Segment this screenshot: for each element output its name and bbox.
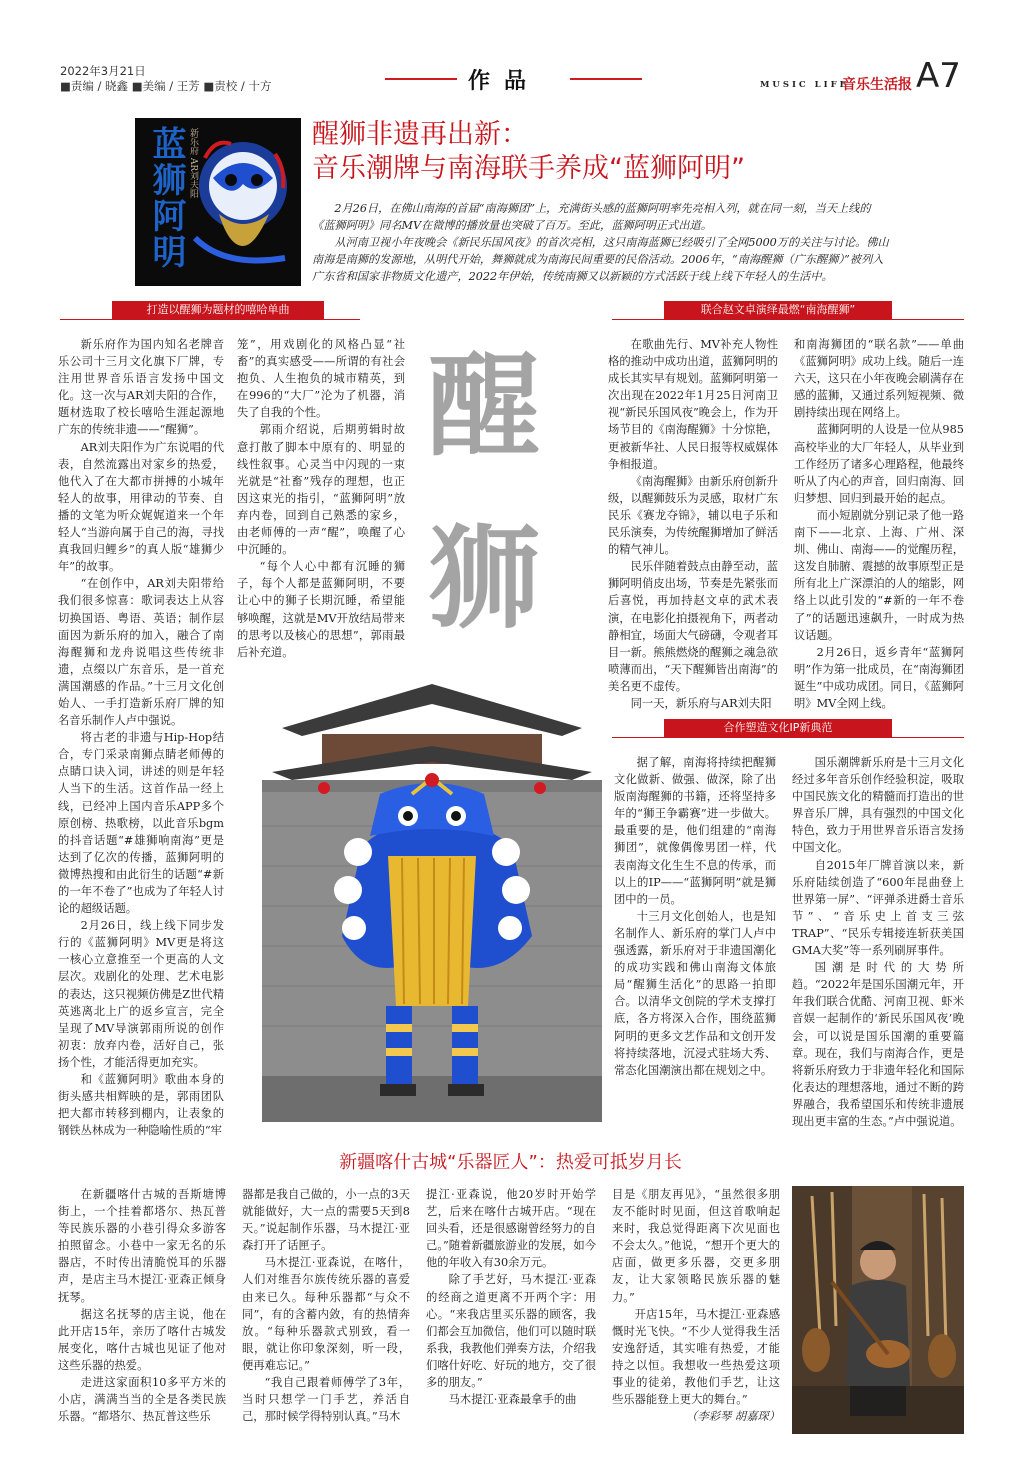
paragraph: 马木提江·亚森说，在喀什，人们对维吾尔族传统乐器的喜爱由来已久。每种乐器都“与众不同”，有的含蓄内敛，有的热情奔放。“每种乐器款式别致，看一眼，就让你印象深刻，听一段，便再难忘记。” (242, 1256, 410, 1372)
album-cover-image (135, 118, 301, 286)
article-lead (312, 200, 892, 285)
article-headline (312, 118, 745, 186)
issue-date: 2022年3月21日 (60, 64, 146, 78)
paragraph: 民乐伴随着鼓点由静至动，蓝狮阿明俏皮出场，节奏是先紧张而后喜悦，再加持赵文卓的武术表演，在电影化拍摄视角下，两者动静相宜，场面大气磅礴，令观者耳目一新。熊熊燃烧的醒狮之魂急欲喷薄而出，“天下醒狮皆出南海”的美名更不虚传。 (608, 560, 778, 693)
section-rule (60, 319, 360, 320)
paragraph: AR刘夫阳作为广东说唱的代表，自然流露出对家乡的热爱，他代入了在大都市拼搏的小城年轻人的故事，用律动的节奏、自播的文笔为听众娓娓道来一个年轻人“当游向属于自己的海，寻找真我回归鲤乡”的真人版“雄狮少年”的故事。 (58, 440, 224, 574)
header-rule-left (385, 78, 457, 80)
paragraph: “每个人心中都有沉睡的狮子，每个人都是蓝狮阿明，不要让心中的狮子长期沉睡，希望能够唤醒，这就是MV开放结局带来的思考以及核心的思想”，郭雨最后补充道。 (237, 560, 405, 659)
paragraph: 郭雨介绍说，后期剪辑时故意打散了脚本中原有的、明显的线性叙事。心灵当中闪现的一束光就是“社畜”残存的理想，也正因这束光的指引，“蓝狮阿明”放弃内卷，回到自己熟悉的家乡，由老师傅的一声“醒”，唤醒了心中沉睡的。 (237, 423, 405, 557)
lion-dance-photo (262, 676, 602, 1122)
article2-column-3 (426, 1186, 596, 1432)
article2-column-4 (612, 1186, 780, 1432)
paragraph: 在歌曲先行、MV补充人物性格的推动中成功出道，蓝狮阿明的成长其实早有规划。蓝狮阿明第一次出现在2022年1月25日河南卫视“新民乐国风夜”晚会上，作为开场节目的《南海醒狮》十分惊艳，更被新华社、人民日报等权威媒体争相报道。 (608, 338, 778, 471)
lead-paragraph: 2月26日，在佛山南海的首届“南海狮团”上，充满街头感的蓝狮阿明率先亮相入列，就在同一刻，当天上线的《蓝狮阿明》同名MV在微博的播放量也突破了百万。至此，蓝狮阿明正式出道。 (312, 202, 871, 232)
article-column-5 (614, 754, 776, 1126)
paragraph: 走进这家面积10多平方米的小店，满满当当的全是各类民族乐器。“都塔尔、热瓦普这些乐 (58, 1376, 226, 1424)
article2-headline: 新疆喀什古城“乐器匠人”：热爱可抵岁月长 (339, 1152, 682, 1173)
article-column-6 (792, 754, 964, 1126)
musician-illustration (792, 1186, 964, 1434)
headline-line-1: 醒狮非遗再出新： (312, 119, 528, 150)
paragraph: 笼”，用戏剧化的风格凸显“社畜”的真实感受——所谓的有社会抱负、人生抱负的城市精英，到在996的“大厂”沦为了机器，消失了自我的个性。 (237, 338, 405, 420)
header-rule-right (570, 78, 642, 80)
byline: （李彩琴 胡嘉琛） (686, 1410, 780, 1424)
album-subtitle: 新乐府 AR刘夫阳 (188, 128, 198, 199)
section-title: 作品 (468, 68, 541, 94)
paragraph: 除了手艺好，马木提江·亚森的经商之道更离不开两个字：用心。“来我店里买乐器的顾客，我们都会互加微信，他们可以随时联系我，我教他们弹奏方法，介绍我们喀什好吃、好玩的地方，交了很多的朋友。” (426, 1273, 596, 1390)
album-title: 蓝狮阿明 (146, 126, 186, 270)
editor-credits: ■责编 / 晓鑫 ■美编 / 王芳 ■责校 / 十方 (60, 79, 272, 93)
paragraph: 2月26日，线上线下同步发行的《蓝狮阿明》MV更是将这一核心立意推至一个更高的人文层次。戏剧化的处理、艺术电影的表达，这只视频仿佛是Z世代精英逃离北上广的返乡宣言，完全呈现了MV导演郭雨所说的创作初衷：放弃内卷，活好自己，张扬个性，才能活得更加充实。 (58, 919, 225, 1069)
paragraph: “在创作中，AR刘夫阳带给我们很多惊喜：歌词表达上从容切换国语、粤语、英语；制作层面因为新乐府的加入，融合了南海醒狮和龙舟说唱这些传统非遗，点缀以广东音乐，是一首充满国潮感的作品。”十三月文化创始人、一手打造新乐府厂牌的知名音乐制作人卢中强说。 (58, 577, 224, 728)
paragraph: 国乐潮牌新乐府是十三月文化经过多年音乐创作经验积淀，吸取中国民族文化的精髓而打造出的世界音乐厂牌，具有强烈的中国文化特色，致力于用世界音乐语言发扬中国文化。 (792, 756, 964, 855)
paragraph: 十三月文化创始人，也是知名制作人、新乐府的掌门人卢中强透露，新乐府对于非遗国潮化的成功实践和佛山南海文体旅局“醒狮生活化”的思路一拍即合。以清华文创院的学术支撑打底，各方将深入合作，围绕蓝狮阿明的更多文艺作品和文创开发将持续落地，沉浸式驻场大秀、常态化国潮演出都在规划之中。 (614, 909, 776, 1077)
article-column-3 (608, 336, 778, 710)
paragraph: 将古老的非遗与Hip-Hop结合，专门采录南狮点睛老师傅的点睛口诀入词，讲述的则是年轻人当下的生活。这首作品一经上线，已经冲上国内音乐APP多个原创榜、热歌榜，以此音乐bgm的抖音话题“#雄狮响南海”更是达到了亿次的传播，蓝狮阿明的微博热搜和由此衍生的话题“#新的一年不卷了”也成为了年轻人讨论的超级话题。 (58, 731, 224, 916)
paragraph: 开店15年，马木提江·亚森感慨时光飞快。“不少人觉得我生活安逸舒适，其实唯有热爱，才能持之以恒。我想收一些热爱这项事业的徒弟，教他们手艺，让这些乐器能登上更大的舞台。” (612, 1307, 780, 1407)
music-life-label: MUSIC LIFE (760, 80, 850, 90)
instrument-maker-photo (792, 1186, 964, 1434)
paragraph: 提江·亚森说，他20岁时开始学艺，后来在喀什古城开店。“现在回头看，还是很感谢曾经努力的自己。”随着新疆旅游业的发展，如今他的年收入有30余万元。 (426, 1188, 596, 1270)
section-tag-zhao: 联合赵文卓演绎最燃“南海醒狮” (664, 301, 892, 319)
article2-column-2 (242, 1186, 410, 1432)
paragraph: 目是《朋友再见》，“虽然很多朋友不能时时见面，但这首歌响起来时，我总觉得距离下次见面也不会太久。”他说，“想开个更大的店面，做更多乐器，交更多朋友，让大家领略民族乐器的魅力。” (612, 1188, 780, 1304)
paragraph: 国潮是时代的大势所趋。“2022年是国乐国潮元年，开年我们联合优酷、河南卫视、虾米音娱一起制作的‘新民乐国风夜’晚会，可以说是国乐国潮的重要篇章。现在，我们与南海合作，更是将新乐府致力于非遗年轻化和国际化表达的理想落地，通过不断的跨界融合，我希望国乐和传统非遗展现出更丰富的生态。”卢中强说道。 (792, 961, 964, 1128)
page-number: A7 (916, 56, 961, 96)
section-tag-ip: 合作塑造文化IP新典范 (664, 719, 892, 737)
paragraph: 据了解，南海将持续把醒狮文化做新、做强、做深，除了出版南海醒狮的书籍，还将坚持多年的“狮王争霸赛”进一步做大。最重要的是，他们组建的“南海狮团”，就像偶像男团一样，代表南海文化生生不息的传承，而以上的IP——“蓝狮阿明”就是狮团中的一员。 (614, 756, 776, 906)
calligraphy-char: 醒 (428, 341, 540, 472)
article2-column-1 (58, 1186, 226, 1432)
lion-dance-illustration (262, 676, 602, 1122)
paragraph: 蓝狮阿明的人设是一位从985高校毕业的大厂年轻人，从毕业到工作经历了诸多心理路程，他最终听从了内心的声音，回归南海、回归梦想、回归到最开始的起点。 (794, 423, 964, 505)
masthead-info (60, 64, 271, 94)
paragraph: 新乐府作为国内知名老牌音乐公司十三月文化旗下厂牌，专注用世界音乐语言发扬中国文化。这一次与AR刘夫阳的合作，题材选取了校长嘻哈生涯起源地广东的传统非遗——“醒狮”。 (58, 338, 224, 437)
lead-paragraph: 从河南卫视小年夜晚会《新民乐国风夜》的首次亮相，这只南海蓝狮已经吸引了全网5000万的关注与讨论。佛山南海是南狮的发源地，从明代开始，舞狮就成为南海民间重要的民俗活动。2006年，“南海醒狮（广东醒狮）”被列入广东省和国家非物质文化遗产，2022年伊始，传统南狮又以新颖的方式活跃于线上线下年轻人的生活中。 (312, 236, 889, 283)
paragraph: 而小短剧就分别记录了他一路南下——北京、上海、广州、深圳、佛山、南海——的觉醒历程，这发自肺腑、震撼的故事原型正是所有北上广深漂泊的人的缩影，网络上以此引发的“#新的一年不卷了”的话题迅速飙升，一时成为热议话题。 (794, 508, 964, 642)
section-tag-hiphop: 打造以醒狮为题材的嘻哈单曲 (112, 301, 324, 319)
paragraph: 据这名抚琴的店主说，他在此开店15年，亲历了喀什古城发展变化，喀什古城也见证了他对这些乐器的热爱。 (58, 1307, 226, 1372)
paragraph: 自2015年厂牌首演以来，新乐府陆续创造了“600年昆曲登上世界第一屏”、“评弹杀进爵士音乐节”、“音乐史上首支三弦TRAP”、“民乐专辑接连斩获美国GMA大奖”等一系列刷屏事件。 (792, 858, 964, 958)
section-rule (612, 737, 964, 738)
paper-name: 音乐生活报 (842, 77, 912, 93)
article-column-2 (237, 336, 405, 662)
paragraph: 马木提江·亚森最拿手的曲 (448, 1393, 577, 1407)
calligraphy-char: 狮 (428, 513, 540, 644)
headline-line-2: 音乐潮牌与南海联手养成“蓝狮阿明” (312, 153, 745, 184)
paragraph: 同一天，新乐府与AR刘夫阳 (630, 696, 772, 710)
paragraph: 在新疆喀什古城的吾斯塘博街上，一个挂着都塔尔、热瓦普等民族乐器的小巷引得众多游客拍照留念。小巷中一家无名的乐器店，不时传出清脆悦耳的乐器声，是店主马木提江·亚森正倾身抚琴。 (58, 1188, 226, 1304)
article-column-1 (58, 336, 225, 1138)
paragraph: “我自己跟着师傅学了3年，当时只想学一门手艺，养活自己，那时候学得特别认真。”马木 (242, 1376, 410, 1424)
section-rule (612, 319, 964, 320)
paragraph: 和《蓝狮阿明》歌曲本身的街头感共相辉映的是，郭雨团队把大都市转移到棚内，让表象的钢铁丛林成为一种隐喻性质的“牢 (58, 1073, 224, 1138)
paragraph: 2月26日，返乡青年“蓝狮阿明”作为第一批成员，在“南海狮团诞生”中成功成团。同日，《蓝狮阿明》MV全网上线。 (794, 645, 964, 710)
article-column-4 (794, 336, 964, 710)
paragraph: 和南海狮团的“联名款”——单曲《蓝狮阿明》成功上线。随后一连六天，这只在小年夜晚会刷满存在感的蓝狮，又通过系列短视频、微剧持续出现在网络上。 (794, 338, 964, 420)
paragraph: 器都是我自己做的，小一点的3天就能做好，大一点的需要5天到8天。”说起制作乐器，马木提江·亚森打开了话匣子。 (242, 1188, 410, 1253)
paragraph: 《南海醒狮》由新乐府创新升级，以醒狮鼓乐为灵感，取材广东民乐《赛龙夺锦》，辅以电子乐和民乐演奏，为传统醒狮增加了鲜活的精气神儿。 (608, 474, 778, 557)
